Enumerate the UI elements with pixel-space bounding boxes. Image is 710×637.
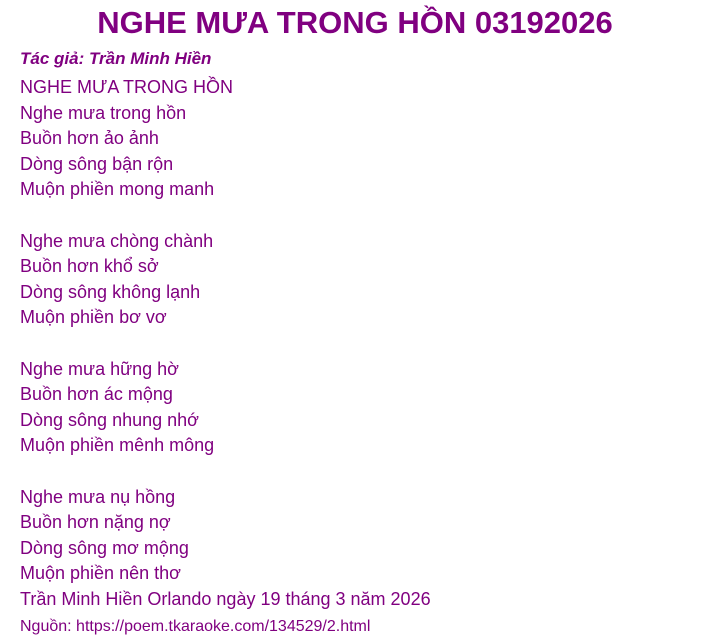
poem-blank-line xyxy=(20,203,702,229)
poem-line: Nghe mưa chòng chành xyxy=(20,230,214,251)
source-label: Nguồn: xyxy=(20,618,72,636)
poem-line: Dòng sông không lạnh xyxy=(20,281,201,302)
poem-line: Trần Minh Hiền Orlando ngày 19 tháng 3 năm 2026 xyxy=(20,588,431,609)
poem-line: Dòng sông nhung nhớ xyxy=(20,409,199,430)
poem-blank-line xyxy=(20,459,702,485)
poem-line: Buồn hơn khổ sở xyxy=(20,256,159,277)
page-title: NGHE MƯA TRONG HỒN 03192026 xyxy=(97,5,613,40)
poem-page xyxy=(0,4,710,636)
source-link[interactable]: https://poem.tkaraoke.com/134529/2.html xyxy=(76,618,371,636)
poem-line: Buồn hơn nặng nợ xyxy=(20,512,171,533)
poem-line: Muộn phiền bơ vơ xyxy=(20,307,167,328)
poem-line: Muộn phiền mênh mông xyxy=(20,435,215,456)
poem-line: NGHE MƯA TRONG HỒN xyxy=(20,77,234,97)
poem-line: Buồn hơn ác mộng xyxy=(20,384,173,405)
poem-line: Buồn hơn ảo ảnh xyxy=(20,128,159,149)
poem-line: Muộn phiền nên thơ xyxy=(20,563,181,584)
poem-line: Muộn phiền mong manh xyxy=(20,179,215,200)
poem-line: Nghe mưa nụ hồng xyxy=(20,486,176,507)
poem-line: Dòng sông bận rộn xyxy=(20,153,174,174)
source-line xyxy=(20,617,702,637)
author-line: Tác giả: Trần Minh Hiền xyxy=(20,49,212,68)
poem-line: Nghe mưa hững hờ xyxy=(20,358,179,379)
poem-line: Dòng sông mơ mộng xyxy=(20,537,189,558)
poem-body xyxy=(20,75,702,612)
poem-blank-line xyxy=(20,331,702,357)
poem-line: Nghe mưa trong hồn xyxy=(20,102,187,123)
